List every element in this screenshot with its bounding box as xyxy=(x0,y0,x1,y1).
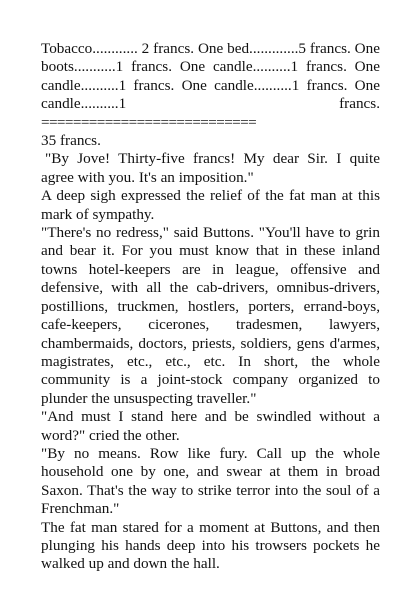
paragraph-fat-man-stared: The fat man stared for a moment at Buttons, and then plunging his hands deep into his trowsers pockets he walked up and down the hall. xyxy=(41,518,380,573)
bill-itemization: Tobacco............ 2 francs. One bed.............5 francs. One boots...........1 francs. One candle..........1 francs. One candle..........1 francs. One candle..........1 francs. One candle..........1 francs. xyxy=(41,40,380,113)
paragraph-buttons-agrees: "By Jove! Thirty-five francs! My dear Sir. I quite agree with you. It's an imposition." xyxy=(41,150,380,186)
paragraph-deep-sigh: A deep sigh expressed the relief of the fat man at this mark of sympathy. xyxy=(41,187,380,223)
bill-total: 35 francs. xyxy=(41,132,101,150)
total-divider-rule: =========================== xyxy=(41,113,257,131)
paragraph-swindled: "And must I stand here and be swindled without a word?" cried the other. xyxy=(41,408,380,444)
book-page xyxy=(41,40,380,574)
paragraph-no-redress: "There's no redress," said Buttons. "You'll have to grin and bear it. For you must know that in these inland towns hotel-keepers are in league, offensive and defensive, with all the cab-drivers, omnibus-drivers, postillions, truckmen, hostlers, porters, errand-boys, cafe-keepers, cicerones, tradesmen, lawyers, chambermaids, doctors, priests, soldiers, gens d'armes, magistrates, etc., etc., etc. In short, the whole community is a joint-stock company organized to plunder the unsuspecting traveller." xyxy=(41,224,380,407)
paragraph-row-like-fury: "By no means. Row like fury. Call up the whole household one by one, and swear at them in broad Saxon. That's the way to strike terror into the soul of a Frenchman." xyxy=(41,444,380,518)
